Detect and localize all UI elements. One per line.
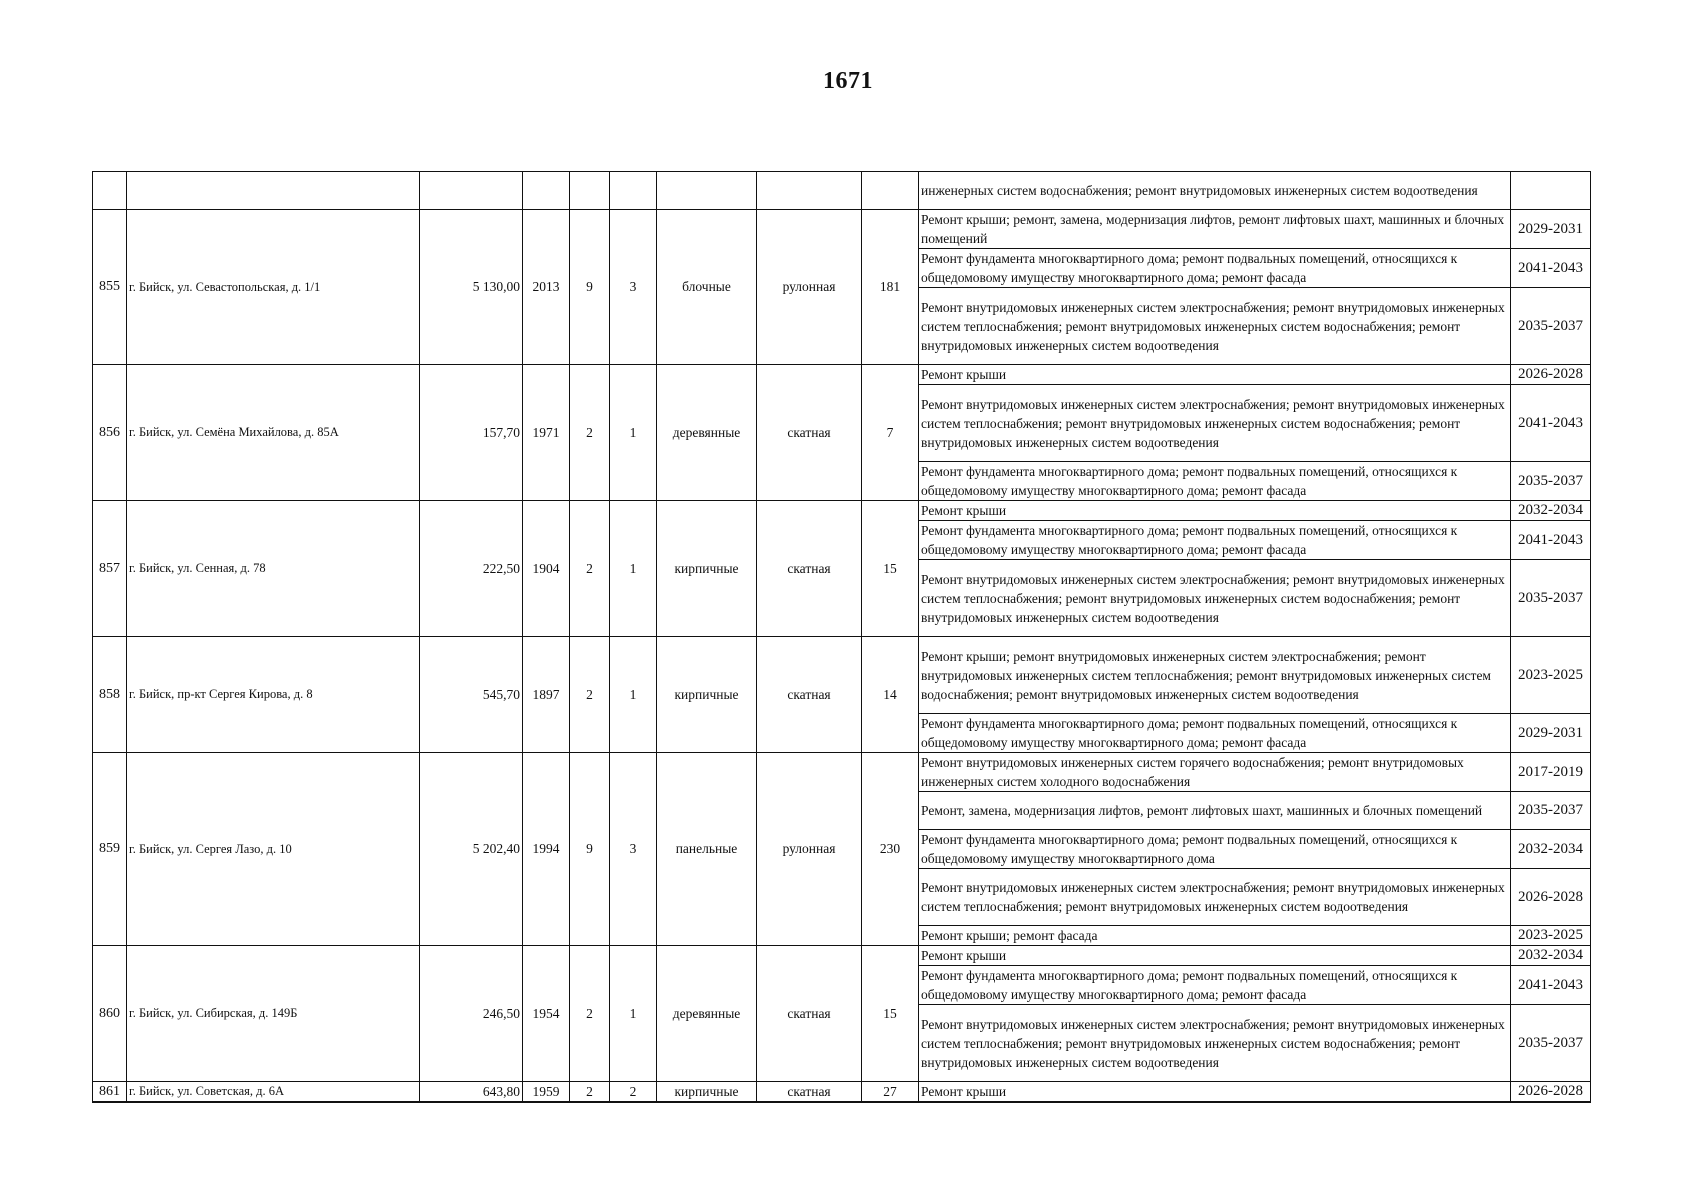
table-row [93,501,1591,521]
cell-work: Ремонт фундамента многоквартирного дома; ремонт подвальных помещений, относящихся к общедомовому имуществу многоквартирного дома; ремонт фасада [919,966,1511,1005]
cell-period: 2032-2034 [1511,946,1591,966]
cell-floors: 2 [570,501,610,637]
cell-entrances: 3 [610,753,657,946]
cell-roof: рулонная [757,210,862,365]
cell-num: 855 [93,210,127,365]
cell-work: Ремонт внутридомовых инженерных систем горячего водоснабжения; ремонт внутридомовых инженерных систем холодного водоснабжения [919,753,1511,792]
cell-entrances: 1 [610,946,657,1082]
cell-work: Ремонт фундамента многоквартирного дома; ремонт подвальных помещений, относящихся к общедомовому имуществу многоквартирного дома; ремонт фасада [919,714,1511,753]
cell-roof: скатная [757,946,862,1082]
cell-wall: кирпичные [657,501,757,637]
cell-period: 2035-2037 [1511,560,1591,637]
cell-area: 157,70 [420,365,523,501]
cell-year: 1954 [523,946,570,1082]
cell-work: Ремонт фундамента многоквартирного дома; ремонт подвальных помещений, относящихся к общедомовому имуществу многоквартирного дома; ремонт фасада [919,462,1511,501]
cell-work: Ремонт фундамента многоквартирного дома; ремонт подвальных помещений, относящихся к общедомовому имуществу многоквартирного дома; ремонт фасада [919,521,1511,560]
cell-address: г. Бийск, ул. Сенная, д. 78 [127,501,420,637]
cell-work: Ремонт крыши; ремонт, замена, модернизация лифтов, ремонт лифтовых шахт, машинных и блочных помещений [919,210,1511,249]
cell-work: Ремонт внутридомовых инженерных систем электроснабжения; ремонт внутридомовых инженерных систем теплоснабжения; ремонт внутридомовых инженерных систем водоснабжения; ремонт внутридомовых инженерных систем водоотведения [919,560,1511,637]
table-body [93,172,1591,1103]
cell-wall: кирпичные [657,1082,757,1103]
cell-work: Ремонт фундамента многоквартирного дома; ремонт подвальных помещений, относящихся к общедомовому имуществу многоквартирного дома [919,830,1511,869]
cell-work: Ремонт крыши; ремонт внутридомовых инженерных систем электроснабжения; ремонт внутридомовых инженерных систем теплоснабжения; ремонт внутридомовых инженерных систем водоснабжения; ремонт внутридомовых инженерных систем водоотведения [919,637,1511,714]
cell-floors: 2 [570,946,610,1082]
cell-area: 222,50 [420,501,523,637]
cell-period: 2026-2028 [1511,1082,1591,1103]
cell-period: 2041-2043 [1511,249,1591,288]
cell-period: 2035-2037 [1511,288,1591,365]
cell-floors: 9 [570,753,610,946]
table-row [93,365,1591,385]
cell-wall: деревянные [657,946,757,1082]
cell-entrances: 2 [610,1082,657,1103]
cell-area: 5 202,40 [420,753,523,946]
page-number: 1671 [823,68,873,94]
cell-work: Ремонт, замена, модернизация лифтов, ремонт лифтовых шахт, машинных и блочных помещений [919,792,1511,830]
cell-residents [862,172,919,210]
cell-entrances: 1 [610,637,657,753]
cell-period: 2041-2043 [1511,966,1591,1005]
cell-address: г. Бийск, ул. Севастопольская, д. 1/1 [127,210,420,365]
cell-address: г. Бийск, ул. Семёна Михайлова, д. 85А [127,365,420,501]
cell-period: 2041-2043 [1511,385,1591,462]
table-row [93,637,1591,714]
cell-period: 2023-2025 [1511,637,1591,714]
cell-roof [757,172,862,210]
cell-residents: 14 [862,637,919,753]
cell-address: г. Бийск, пр-кт Сергея Кирова, д. 8 [127,637,420,753]
cell-work: Ремонт внутридомовых инженерных систем электроснабжения; ремонт внутридомовых инженерных систем теплоснабжения; ремонт внутридомовых инженерных систем водоснабжения; ремонт внутридомовых инженерных систем водоотведения [919,288,1511,365]
cell-entrances: 1 [610,365,657,501]
cell-work: Ремонт крыши; ремонт фасада [919,926,1511,946]
cell-roof: скатная [757,501,862,637]
cell-period: 2035-2037 [1511,792,1591,830]
cell-year: 1897 [523,637,570,753]
cell-wall [657,172,757,210]
table-row [93,210,1591,249]
cell-floors: 2 [570,1082,610,1103]
cell-wall: кирпичные [657,637,757,753]
cell-period: 2035-2037 [1511,1005,1591,1082]
cell-entrances [610,172,657,210]
table-row [93,1082,1591,1103]
cell-period: 2032-2034 [1511,501,1591,521]
cell-period: 2026-2028 [1511,869,1591,926]
cell-area [420,172,523,210]
cell-address: г. Бийск, ул. Советская, д. 6А [127,1082,420,1103]
cell-address: г. Бийск, ул. Сергея Лазо, д. 10 [127,753,420,946]
cell-year: 1959 [523,1082,570,1103]
table-row [93,753,1591,792]
cell-num: 858 [93,637,127,753]
cell-work: Ремонт крыши [919,946,1511,966]
cell-period: 2029-2031 [1511,714,1591,753]
cell-period: 2026-2028 [1511,365,1591,385]
cell-address [127,172,420,210]
cell-work: инженерных систем водоснабжения; ремонт внутридомовых инженерных систем водоотведения [919,172,1511,210]
cell-residents: 7 [862,365,919,501]
cell-num: 861 [93,1082,127,1103]
cell-period: 2032-2034 [1511,830,1591,869]
cell-residents: 230 [862,753,919,946]
cell-floors: 2 [570,365,610,501]
cell-num: 857 [93,501,127,637]
cell-year: 2013 [523,210,570,365]
cell-num: 856 [93,365,127,501]
cell-num: 859 [93,753,127,946]
cell-roof: скатная [757,1082,862,1103]
cell-residents: 27 [862,1082,919,1103]
cell-area: 5 130,00 [420,210,523,365]
cell-work: Ремонт внутридомовых инженерных систем электроснабжения; ремонт внутридомовых инженерных систем теплоснабжения; ремонт внутридомовых инженерных систем водоотведения [919,869,1511,926]
cell-work: Ремонт фундамента многоквартирного дома; ремонт подвальных помещений, относящихся к общедомовому имуществу многоквартирного дома; ремонт фасада [919,249,1511,288]
cell-work: Ремонт внутридомовых инженерных систем электроснабжения; ремонт внутридомовых инженерных систем теплоснабжения; ремонт внутридомовых инженерных систем водоснабжения; ремонт внутридомовых инженерных систем водоотведения [919,1005,1511,1082]
cell-work: Ремонт крыши [919,365,1511,385]
cell-wall: деревянные [657,365,757,501]
cell-period: 2035-2037 [1511,462,1591,501]
cell-area: 246,50 [420,946,523,1082]
cell-floors [570,172,610,210]
cell-num: 860 [93,946,127,1082]
cell-address: г. Бийск, ул. Сибирская, д. 149Б [127,946,420,1082]
cell-work: Ремонт крыши [919,1082,1511,1103]
cell-period: 2041-2043 [1511,521,1591,560]
table-row [93,946,1591,966]
cell-entrances: 3 [610,210,657,365]
cell-area: 545,70 [420,637,523,753]
cell-residents: 181 [862,210,919,365]
cell-work: Ремонт внутридомовых инженерных систем электроснабжения; ремонт внутридомовых инженерных систем теплоснабжения; ремонт внутридомовых инженерных систем водоснабжения; ремонт внутридомовых инженерных систем водоотведения [919,385,1511,462]
cell-entrances: 1 [610,501,657,637]
cell-year: 1971 [523,365,570,501]
cell-wall: блочные [657,210,757,365]
cell-year: 1994 [523,753,570,946]
capital-repair-table [92,171,1591,1103]
cell-residents: 15 [862,946,919,1082]
cell-floors: 2 [570,637,610,753]
cell-year: 1904 [523,501,570,637]
cell-area: 643,80 [420,1082,523,1103]
cell-roof: рулонная [757,753,862,946]
cell-work: Ремонт крыши [919,501,1511,521]
cell-period: 2023-2025 [1511,926,1591,946]
cell-year [523,172,570,210]
cell-roof: скатная [757,365,862,501]
cell-period [1511,172,1591,210]
cell-residents: 15 [862,501,919,637]
cell-roof: скатная [757,637,862,753]
cell-wall: панельные [657,753,757,946]
cell-period: 2017-2019 [1511,753,1591,792]
cell-num [93,172,127,210]
cell-floors: 9 [570,210,610,365]
cell-period: 2029-2031 [1511,210,1591,249]
continuation-row [93,172,1591,210]
